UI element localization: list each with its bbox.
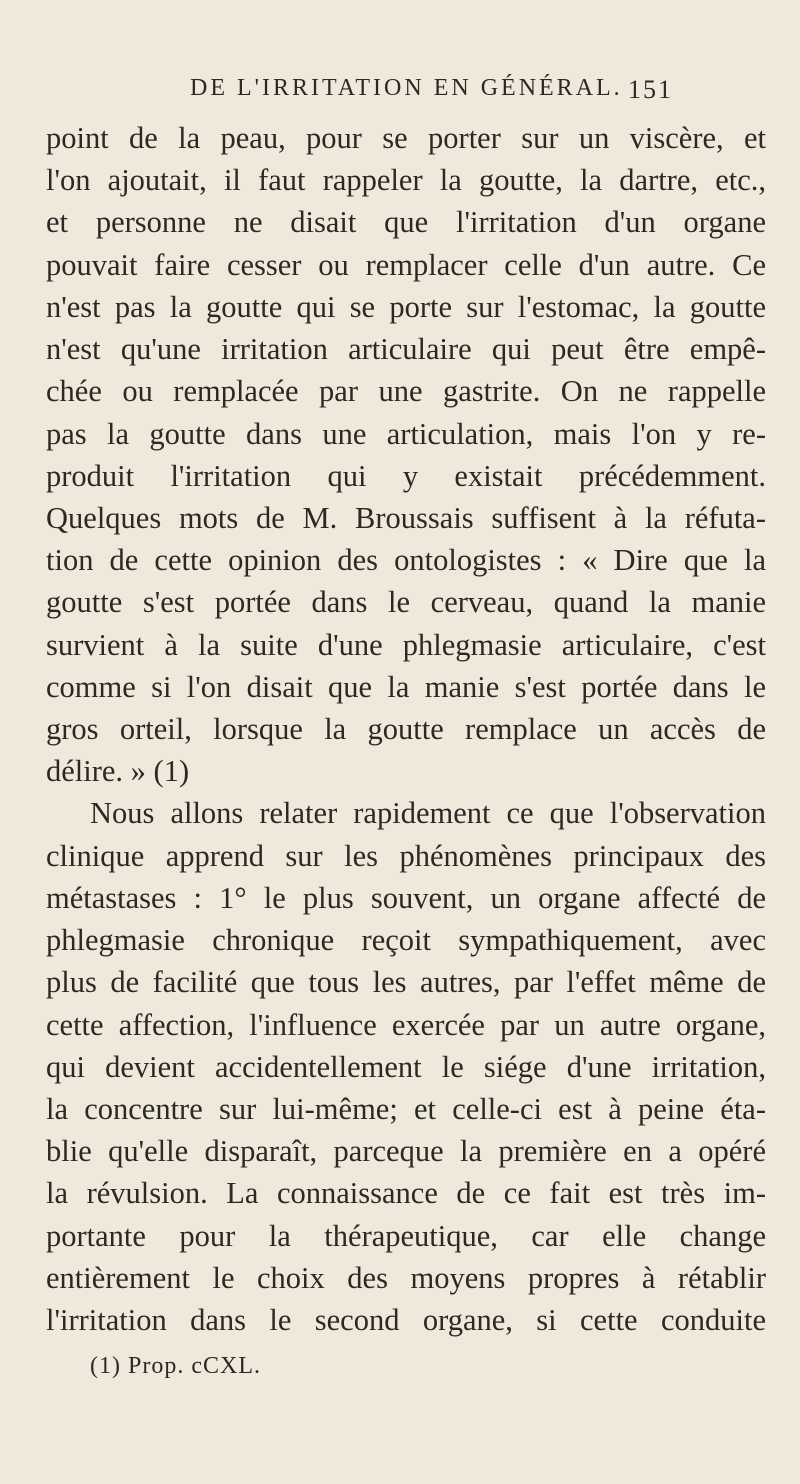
text-line: qui devient accidentellement le siége d'une irritation, bbox=[46, 1050, 766, 1084]
text-line: métastases : 1° le plus souvent, un organe affecté de bbox=[46, 881, 766, 915]
text-line: et personne ne disait que l'irritation d'un organe bbox=[46, 205, 766, 239]
text-line: produit l'irritation qui y existait précédemment. bbox=[46, 459, 766, 493]
text-line: point de la peau, pour se porter sur un viscère, et bbox=[46, 121, 766, 155]
text-line: blie qu'elle disparaît, parceque la première en a opéré bbox=[46, 1134, 766, 1168]
text-line: portante pour la thérapeutique, car elle change bbox=[46, 1219, 766, 1253]
text-line: comme si l'on disait que la manie s'est portée dans le bbox=[46, 670, 766, 704]
text-line: clinique apprend sur les phénomènes principaux des bbox=[46, 839, 766, 873]
text-line: délire. » (1) bbox=[46, 754, 190, 788]
text-line: Nous allons relater rapidement ce que l'observation bbox=[90, 796, 766, 830]
text-line: n'est qu'une irritation articulaire qui peut être empê- bbox=[46, 332, 766, 366]
text-line: la concentre sur lui-même; et celle-ci est à peine éta- bbox=[46, 1092, 766, 1126]
page-header bbox=[0, 75, 800, 115]
text-line: gros orteil, lorsque la goutte remplace un accès de bbox=[46, 712, 766, 746]
text-line: n'est pas la goutte qui se porte sur l'estomac, la goutte bbox=[46, 290, 766, 324]
footnote: (1) Prop. cCXL. bbox=[90, 1353, 261, 1379]
text-line: Quelques mots de M. Broussais suffisent à la réfuta- bbox=[46, 501, 766, 535]
text-line: tion de cette opinion des ontologistes : « Dire que la bbox=[46, 543, 766, 577]
text-line: chée ou remplacée par une gastrite. On ne rappelle bbox=[46, 374, 766, 408]
text-line: survient à la suite d'une phlegmasie articulaire, c'est bbox=[46, 628, 766, 662]
text-line: l'irritation dans le second organe, si cette conduite bbox=[46, 1303, 766, 1337]
text-line: goutte s'est portée dans le cerveau, quand la manie bbox=[46, 585, 766, 619]
text-line: phlegmasie chronique reçoit sympathiquement, avec bbox=[46, 923, 766, 957]
text-line: la révulsion. La connaissance de ce fait est très im- bbox=[46, 1176, 766, 1210]
running-title: DE L'IRRITATION EN GÉNÉRAL. bbox=[190, 75, 623, 101]
text-line: entièrement le choix des moyens propres à rétablir bbox=[46, 1261, 766, 1295]
text-line: plus de facilité que tous les autres, par l'effet même de bbox=[46, 965, 766, 999]
page-number: 151 bbox=[628, 75, 673, 104]
text-line: l'on ajoutait, il faut rappeler la goutte, la dartre, etc., bbox=[46, 163, 766, 197]
text-line: cette affection, l'influence exercée par un autre organe, bbox=[46, 1008, 766, 1042]
text-line: pas la goutte dans une articulation, mais l'on y re- bbox=[46, 417, 766, 451]
text-line: pouvait faire cesser ou remplacer celle d'un autre. Ce bbox=[46, 248, 766, 282]
